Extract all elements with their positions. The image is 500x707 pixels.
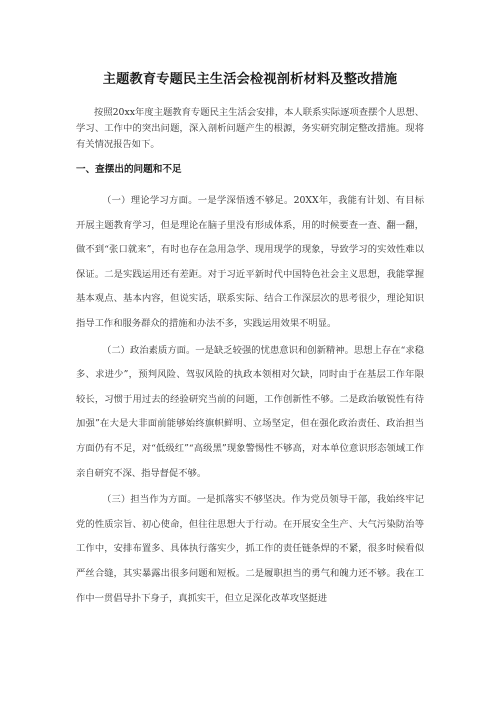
paragraph-responsibility: （三）担当作为方面。一是抓落实不够坚决。作为党员领导干部，我始终牢记党的性质宗旨、初心使命，但往往思想大于行动。在开展安全生产、大气污染防治等工作中，安排布置多、具体执行落实少，抓工作的责任链条焊的不紧，很多时候看似严丝合缝，其实暴露出很多问题和短板。二是履职担当的勇气和魄力还不够。我在工作中一贯倡导扑下身子，真抓实干，但立足深化改革攻坚挺进 — [76, 494, 424, 604]
section-heading-problems: 一、查摆出的问题和不足 — [76, 164, 182, 175]
paragraph-theory-study: （一）理论学习方面。一是学深悟透不够足。20XX年，我能有计划、有目标开展主题教育学习，但是理论在脑子里没有形成体系，用的时候要查一查、翻一翻，做不到“张口就来”，有时也存在急用急学、现用现学的现象，导致学习的实效性难以保证。二是实践运用还有差距。对于习近平新时代中国特色社会主义思想，我能掌握基本观点、基本内容，但说实话，联系实际、结合工作深层次的思考很少，理论知识指导工作和服务群众的措施和办法不多，实践运用效果不明显。 — [76, 195, 424, 329]
paragraph-political-quality: （二）政治素质方面。一是缺乏较强的忧患意识和创新精神。思想上存在“求稳多、求进少”，预判风险、驾驭风险的执政本领相对欠缺，同时由于在基层工作年限较长，习惯于用过去的经验研究当前的问题，工作创新性不够。二是政治敏锐性有待加强”在大是大非面前能够始终旗帜鲜明、立场坚定，但在强化政治责任、政治担当方面仍有不足，对“低级红”“高级黑”现象警惕性不够高，对本单位意识形态领域工作亲自研究不深、指导督促不够。 — [76, 344, 424, 479]
intro-paragraph: 按照20xx年度主题教育专题民主生活会安排，本人联系实际逐项查摆个人思想、学习、工作中的突出问题，深入剖析问题产生的根源，务实研究制定整改措施。现将有关情况报告如下。 — [76, 107, 424, 150]
document-title: 主题教育专题民主生活会检视剖析材料及整改措施 — [102, 72, 398, 87]
